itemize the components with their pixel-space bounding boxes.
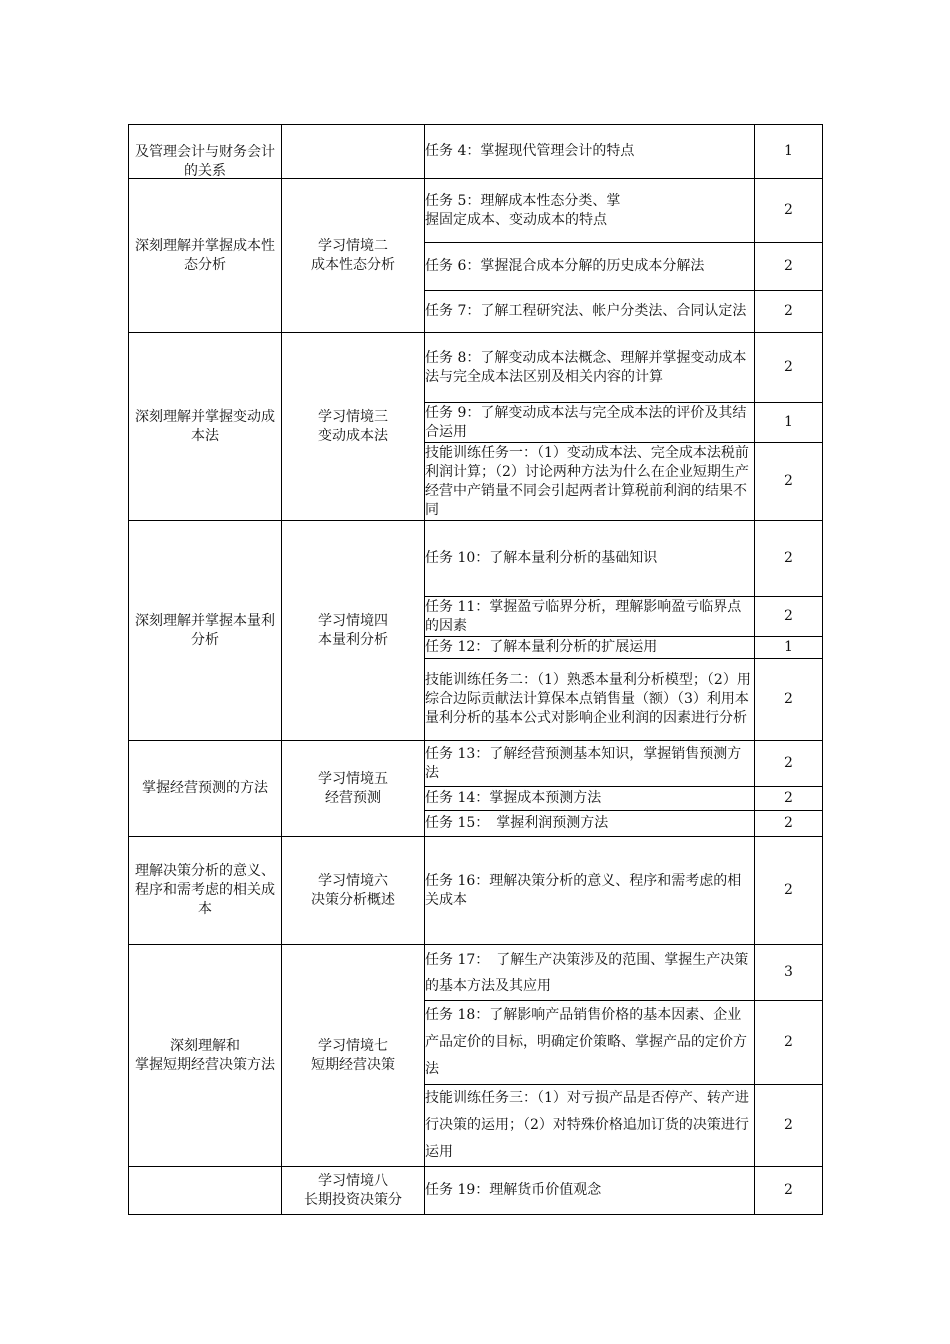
hours-cell: 2: [755, 741, 823, 787]
task-cell: 任务 9：了解变动成本法与完全成本法的评价及其结合运用: [425, 403, 755, 443]
hours-cell: 2: [755, 179, 823, 243]
learning-goal-cell: 深刻理解并掌握本量利分析: [129, 521, 282, 741]
task-cell: 任务 10：了解本量利分析的基础知识: [425, 521, 755, 597]
table-row: [129, 179, 823, 243]
hours-cell: 2: [755, 1167, 823, 1215]
table-row: [129, 1167, 823, 1215]
hours-cell: 2: [755, 443, 823, 521]
table-row: [129, 945, 823, 1001]
learning-situation-cell: 学习情境二 成本性态分析: [282, 179, 425, 333]
learning-situation-cell: 学习情境四 本量利分析: [282, 521, 425, 741]
learning-goal-cell: [129, 1167, 282, 1215]
task-cell: 任务 11：掌握盈亏临界分析，理解影响盈亏临界点的因素: [425, 597, 755, 637]
learning-goal-cell: 深刻理解和 掌握短期经营决策方法: [129, 945, 282, 1167]
hours-cell: 1: [755, 637, 823, 659]
hours-cell: 1: [755, 125, 823, 179]
hours-cell: 2: [755, 1001, 823, 1085]
hours-cell: 2: [755, 597, 823, 637]
learning-goal-cell: 深刻理解并掌握成本性态分析: [129, 179, 282, 333]
learning-goal-cell: 理解决策分析的意义、程序和需考虑的相关成本: [129, 837, 282, 945]
task-cell: 任务 16：理解决策分析的意义、程序和需考虑的相关成本: [425, 837, 755, 945]
hours-cell: 2: [755, 521, 823, 597]
hours-cell: 2: [755, 243, 823, 291]
hours-cell: 2: [755, 787, 823, 811]
task-cell: 任务 5：理解成本性态分类、掌 握固定成本、变动成本的特点: [425, 179, 755, 243]
hours-cell: 2: [755, 659, 823, 741]
task-cell: 任务 4：掌握现代管理会计的特点: [425, 125, 755, 179]
learning-situation-cell: 学习情境五 经营预测: [282, 741, 425, 837]
learning-goal-cell: 及管理会计与财务会计的关系: [129, 125, 282, 179]
task-cell: 任务 18：了解影响产品销售价格的基本因素、企业产品定价的目标，明确定价策略、掌握产品的定价方法: [425, 1001, 755, 1085]
task-cell: 任务 12：了解本量利分析的扩展运用: [425, 637, 755, 659]
hours-cell: 2: [755, 1085, 823, 1167]
task-cell: 技能训练任务三：（1）对亏损产品是否停产、转产进行决策的运用；（2）对特殊价格追加订货的决策进行运用: [425, 1085, 755, 1167]
task-cell: 任务 8：了解变动成本法概念、理解并掌握变动成本法与完全成本法区别及相关内容的计算: [425, 333, 755, 403]
hours-cell: 3: [755, 945, 823, 1001]
hours-cell: 2: [755, 837, 823, 945]
table-row: [129, 837, 823, 945]
task-cell: 技能训练任务一：（1）变动成本法、完全成本法税前利润计算；（2）讨论两种方法为什么在企业短期生产经营中产销量不同会引起两者计算税前利润的结果不同: [425, 443, 755, 521]
hours-cell: 2: [755, 291, 823, 333]
learning-situation-cell: 学习情境七 短期经营决策: [282, 945, 425, 1167]
learning-situation-cell: 学习情境八 长期投资决策分: [282, 1167, 425, 1215]
table-row: [129, 741, 823, 787]
task-cell: 任务 15： 掌握利润预测方法: [425, 811, 755, 837]
task-cell: 任务 7：了解工程研究法、帐户分类法、合同认定法: [425, 291, 755, 333]
learning-goal-cell: 掌握经营预测的方法: [129, 741, 282, 837]
task-cell: 任务 19：理解货币价值观念: [425, 1167, 755, 1215]
task-cell: 技能训练任务二：（1）熟悉本量利分析模型；（2）用综合边际贡献法计算保本点销售量（额）（3）利用本量利分析的基本公式对影响企业利润的因素进行分析: [425, 659, 755, 741]
learning-situation-cell: 学习情境六 决策分析概述: [282, 837, 425, 945]
hours-cell: 2: [755, 333, 823, 403]
course-plan-table: [128, 124, 823, 1215]
task-cell: 任务 13：了解经营预测基本知识，掌握销售预测方法: [425, 741, 755, 787]
hours-cell: 1: [755, 403, 823, 443]
learning-situation-cell: [282, 125, 425, 179]
table-row: [129, 125, 823, 179]
table-row: [129, 521, 823, 597]
task-cell: 任务 6：掌握混合成本分解的历史成本分解法: [425, 243, 755, 291]
task-cell: 任务 17： 了解生产决策涉及的范围、掌握生产决策的基本方法及其应用: [425, 945, 755, 1001]
table-row: [129, 333, 823, 403]
learning-situation-cell: 学习情境三 变动成本法: [282, 333, 425, 521]
learning-goal-cell: 深刻理解并掌握变动成本法: [129, 333, 282, 521]
task-cell: 任务 14：掌握成本预测方法: [425, 787, 755, 811]
hours-cell: 2: [755, 811, 823, 837]
